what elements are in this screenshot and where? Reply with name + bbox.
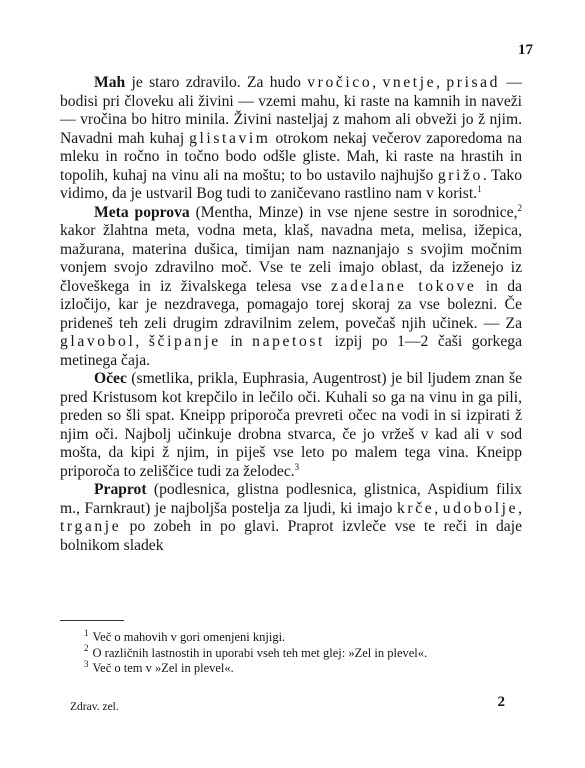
paragraph	[60, 74, 522, 204]
spaced-emphasis: ščipanje	[148, 333, 221, 350]
footnote-text: Več o tem v »Zel in plevel«.	[92, 661, 234, 675]
footnote-number: 1	[84, 627, 89, 638]
paragraph	[60, 481, 522, 555]
footnote-reference: 1	[477, 183, 482, 194]
text-run: (podlesnica, glistna podlesnica, glistnica, Aspidium filix m., Farnkraut) je najboljša postelja za ljudi, ki imajo	[60, 481, 522, 517]
footnote-number: 3	[84, 658, 89, 669]
text-run: ,	[436, 74, 447, 91]
footnote-reference: 2	[517, 202, 522, 213]
entry-heading: Meta poprova	[94, 203, 190, 221]
footnote-reference: 3	[294, 461, 300, 472]
spaced-emphasis: krče	[397, 499, 435, 517]
spaced-emphasis: vročico	[307, 74, 373, 91]
footnote	[60, 627, 522, 646]
spaced-emphasis: prisad	[446, 74, 501, 91]
spaced-emphasis: grižo	[437, 166, 483, 184]
entry-heading: Očec	[94, 370, 127, 387]
footnote-text: O različnih lastnostih in uporabi vseh teh met glej: »Zel in plevel«.	[92, 645, 428, 660]
paragraph	[60, 370, 522, 481]
text-run: in da izločijo, kar je nezdravega, pomagajo torej skoraj za vse bolezni. Če prideneš teh zeli drugim zdravilnim zelem, povečaš njih učinek. — Za	[60, 277, 522, 332]
spaced-emphasis: vnetje	[382, 74, 437, 91]
spaced-emphasis: zadelane tokove	[331, 277, 477, 295]
footnote	[60, 658, 522, 677]
spaced-emphasis: udobolje	[442, 499, 519, 517]
text-run: — bodisi pri človeku ali živini — vzemi mahu, ki raste na kamnih in naveži — vročina bo hitro minila. Živini nasteljaj z mahom ali obveži jo ž njim. Navadni mah kuhaj	[60, 74, 523, 147]
text-run: ,	[518, 499, 523, 517]
spaced-emphasis: napetost	[252, 333, 325, 350]
text-run: ,	[372, 74, 383, 91]
text-run: otrokom nekaj večerov zaporedoma na mleku in ročno in točno bodo odšle gliste. Mah, ki raste na hrastih in topolih, kuhaj na vinu ali na moštu; to bo ustavilo najhujšo	[60, 129, 522, 184]
text-run: po zobeh in po glavi. Praprot izvleče vse te reči in daje bolnikom sladek	[60, 518, 522, 554]
text-run: kakor žlahtna meta, vodna meta, klaš, navadna meta, melisa, ižepica, mažurana, materina dušica, timijan nam naznanjajo s svojim močnim vonjem svojo zdravilno moč. Vse te zeli imajo oblast, da izženejo iz človeškega in iz živalskega telesa vse	[60, 222, 522, 295]
spaced-emphasis: glistavim	[189, 129, 271, 147]
text-run: ,	[135, 333, 149, 350]
footnote-number: 2	[84, 643, 89, 654]
text-run: . Tako vidimo, da je ustvaril Bog tudi to zaničevano rastlino nam v korist.	[60, 166, 523, 202]
footnotes	[60, 627, 522, 677]
text-run: je staro zdravilo. Za hudo	[125, 74, 308, 91]
footnote-text: Več o mahovih v gori omenjeni knjigi.	[92, 630, 286, 644]
text-run: in	[220, 333, 253, 350]
text-run: ,	[434, 499, 443, 517]
page-number: 17	[518, 42, 533, 58]
text-run: (smetlika, prikla, Euphrasia, Augentrost) je bil ljudem znan še pred Kristusom kot krepčilo in lečilo oči. Kuhali so ga na vinu in ga pili, preden so šli spat. Kneipp priporoča prevreti očec na vodi in si izpirati ž njim oči. Najbolj učinkuje drobna stvarca, če jo vržeš v kad ali v sod mošta, da kipi ž njim, in piješ vse leto po malem tega vina. Kneipp priporoča to zeliščice tudi za želodec.	[60, 370, 522, 480]
sheet-number: 2	[497, 694, 505, 710]
body-text	[60, 74, 522, 555]
spaced-emphasis: trganje	[60, 518, 122, 535]
paragraph	[60, 204, 522, 371]
spaced-emphasis: glavobol	[60, 333, 136, 350]
footnote-rule	[60, 620, 124, 621]
signature-mark: Zdrav. zel.	[70, 701, 119, 713]
entry-heading: Mah	[94, 74, 126, 91]
entry-heading: Praprot	[94, 481, 147, 498]
text-run: izpij po 1—2 čaši gorkega metinega čaja.	[60, 333, 522, 369]
footnote	[60, 643, 522, 662]
text-run: (Mentha, Minze) in vse njene sestre in sorodnice,	[189, 203, 518, 221]
